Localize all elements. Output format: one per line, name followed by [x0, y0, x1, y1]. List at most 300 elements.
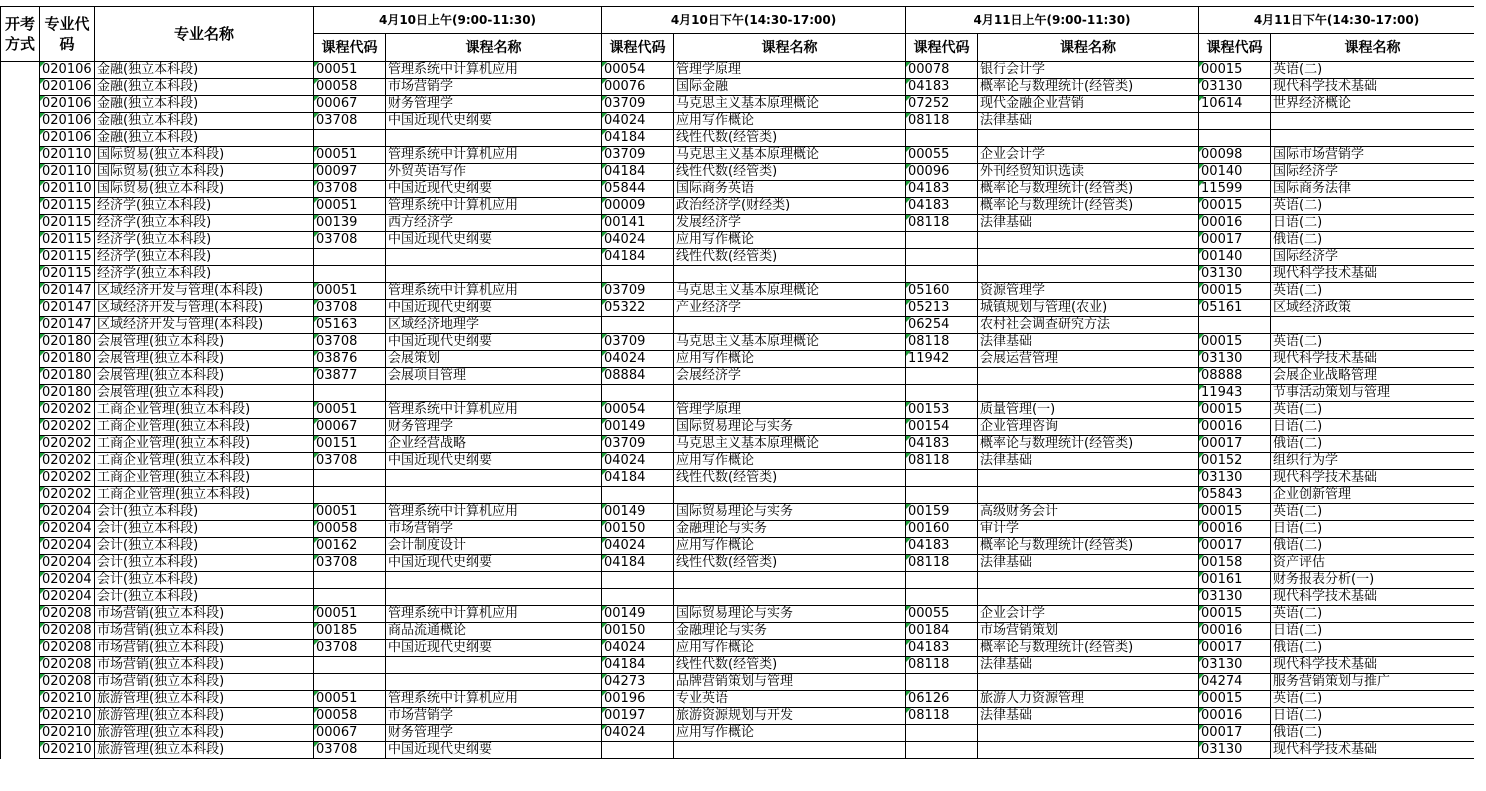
cell-mode[interactable] [1, 385, 40, 402]
cell-course-code-s2[interactable] [602, 487, 674, 504]
cell-major-name[interactable]: 会计(独立本科段) [95, 555, 314, 572]
cell-course-name-s1[interactable]: 管理系统中计算机应用 [386, 504, 602, 521]
cell-course-code-s4[interactable]: 00140 [1199, 249, 1271, 266]
cell-course-name-s1[interactable] [386, 249, 602, 266]
cell-major-code[interactable]: 020202 [40, 470, 95, 487]
cell-course-name-s3[interactable]: 农村社会调查研究方法 [978, 317, 1199, 334]
cell-course-code-s1[interactable]: 05163 [314, 317, 386, 334]
cell-course-name-s2[interactable]: 马克思主义基本原理概论 [674, 147, 906, 164]
cell-course-code-s3[interactable] [906, 130, 978, 147]
cell-course-code-s1[interactable]: 00051 [314, 691, 386, 708]
cell-course-code-s2[interactable]: 00196 [602, 691, 674, 708]
cell-course-name-s1[interactable]: 市场营销学 [386, 708, 602, 725]
cell-major-name[interactable]: 市场营销(独立本科段) [95, 640, 314, 657]
cell-major-code[interactable]: 020110 [40, 164, 95, 181]
cell-major-name[interactable]: 国际贸易(独立本科段) [95, 181, 314, 198]
cell-major-code[interactable]: 020210 [40, 742, 95, 759]
cell-major-name[interactable]: 旅游管理(独立本科段) [95, 708, 314, 725]
cell-course-name-s4[interactable] [1271, 130, 1475, 147]
cell-major-name[interactable]: 旅游管理(独立本科段) [95, 691, 314, 708]
cell-major-code[interactable]: 020180 [40, 368, 95, 385]
cell-course-name-s4[interactable]: 国际市场营销学 [1271, 147, 1475, 164]
cell-major-code[interactable]: 020180 [40, 385, 95, 402]
cell-course-code-s2[interactable]: 04184 [602, 470, 674, 487]
cell-course-code-s2[interactable] [602, 742, 674, 759]
cell-course-code-s3[interactable] [906, 589, 978, 606]
cell-course-code-s2[interactable]: 00076 [602, 79, 674, 96]
cell-course-name-s3[interactable]: 质量管理(一) [978, 402, 1199, 419]
cell-course-name-s2[interactable]: 线性代数(经管类) [674, 249, 906, 266]
cell-major-name[interactable]: 旅游管理(独立本科段) [95, 742, 314, 759]
cell-major-name[interactable]: 经济学(独立本科段) [95, 215, 314, 232]
cell-course-code-s3[interactable]: 08118 [906, 113, 978, 130]
cell-course-name-s2[interactable]: 应用写作概论 [674, 640, 906, 657]
cell-mode[interactable] [1, 640, 40, 657]
cell-course-name-s1[interactable]: 管理系统中计算机应用 [386, 691, 602, 708]
header-course-code[interactable]: 课程代码 [314, 34, 386, 62]
cell-mode[interactable] [1, 487, 40, 504]
cell-course-code-s3[interactable]: 00055 [906, 147, 978, 164]
table-row[interactable] [1, 232, 1475, 249]
table-row[interactable] [1, 538, 1475, 555]
cell-course-name-s3[interactable]: 会展运营管理 [978, 351, 1199, 368]
cell-course-name-s1[interactable]: 管理系统中计算机应用 [386, 62, 602, 79]
cell-course-code-s2[interactable] [602, 572, 674, 589]
header-course-name[interactable]: 课程名称 [386, 34, 602, 62]
cell-course-name-s2[interactable]: 旅游资源规划与开发 [674, 708, 906, 725]
cell-course-code-s3[interactable]: 08118 [906, 708, 978, 725]
cell-course-name-s1[interactable]: 中国近现代史纲要 [386, 113, 602, 130]
cell-course-code-s3[interactable] [906, 470, 978, 487]
cell-course-name-s1[interactable]: 外贸英语写作 [386, 164, 602, 181]
cell-course-name-s4[interactable]: 会展企业战略管理 [1271, 368, 1475, 385]
cell-major-name[interactable]: 经济学(独立本科段) [95, 249, 314, 266]
cell-course-name-s1[interactable]: 中国近现代史纲要 [386, 555, 602, 572]
cell-course-code-s3[interactable]: 07252 [906, 96, 978, 113]
cell-course-name-s3[interactable]: 城镇规划与管理(农业) [978, 300, 1199, 317]
cell-course-code-s2[interactable] [602, 317, 674, 334]
header-session-3[interactable]: 4月11日上午(9:00-11:30) [906, 7, 1199, 34]
cell-course-name-s2[interactable]: 线性代数(经管类) [674, 555, 906, 572]
cell-major-name[interactable]: 会展管理(独立本科段) [95, 334, 314, 351]
cell-course-name-s4[interactable]: 英语(二) [1271, 691, 1475, 708]
cell-course-code-s4[interactable]: 03130 [1199, 589, 1271, 606]
cell-course-name-s2[interactable]: 应用写作概论 [674, 538, 906, 555]
table-row[interactable] [1, 266, 1475, 283]
cell-mode[interactable] [1, 130, 40, 147]
cell-course-name-s1[interactable]: 管理系统中计算机应用 [386, 198, 602, 215]
cell-course-name-s1[interactable]: 西方经济学 [386, 215, 602, 232]
cell-major-name[interactable]: 工商企业管理(独立本科段) [95, 487, 314, 504]
cell-course-code-s1[interactable]: 00151 [314, 436, 386, 453]
cell-course-name-s3[interactable]: 资源管理学 [978, 283, 1199, 300]
header-course-code[interactable]: 课程代码 [1199, 34, 1271, 62]
cell-course-code-s1[interactable]: 00051 [314, 62, 386, 79]
cell-course-code-s2[interactable]: 04184 [602, 164, 674, 181]
cell-course-name-s3[interactable] [978, 572, 1199, 589]
cell-course-code-s3[interactable]: 11942 [906, 351, 978, 368]
cell-course-name-s2[interactable]: 金融理论与实务 [674, 623, 906, 640]
cell-course-code-s1[interactable]: 03708 [314, 640, 386, 657]
cell-major-code[interactable]: 020106 [40, 62, 95, 79]
header-course-name[interactable]: 课程名称 [674, 34, 906, 62]
cell-major-code[interactable]: 020115 [40, 249, 95, 266]
cell-mode[interactable] [1, 708, 40, 725]
cell-course-code-s4[interactable]: 00015 [1199, 691, 1271, 708]
cell-mode[interactable] [1, 232, 40, 249]
cell-course-name-s4[interactable]: 英语(二) [1271, 198, 1475, 215]
cell-course-code-s3[interactable] [906, 487, 978, 504]
cell-course-name-s4[interactable]: 企业创新管理 [1271, 487, 1475, 504]
cell-mode[interactable] [1, 453, 40, 470]
table-row[interactable] [1, 487, 1475, 504]
cell-course-code-s2[interactable] [602, 266, 674, 283]
cell-course-name-s2[interactable]: 发展经济学 [674, 215, 906, 232]
cell-course-name-s4[interactable]: 英语(二) [1271, 283, 1475, 300]
table-row[interactable] [1, 249, 1475, 266]
cell-course-code-s2[interactable]: 04184 [602, 249, 674, 266]
cell-course-code-s4[interactable]: 10614 [1199, 96, 1271, 113]
cell-major-code[interactable]: 020208 [40, 640, 95, 657]
cell-course-code-s4[interactable]: 05161 [1199, 300, 1271, 317]
cell-course-name-s1[interactable]: 中国近现代史纲要 [386, 453, 602, 470]
cell-course-name-s3[interactable] [978, 725, 1199, 742]
cell-course-name-s3[interactable]: 概率论与数理统计(经管类) [978, 79, 1199, 96]
cell-course-name-s4[interactable]: 现代科学技术基础 [1271, 657, 1475, 674]
cell-major-code[interactable]: 020106 [40, 96, 95, 113]
cell-course-name-s1[interactable]: 企业经营战略 [386, 436, 602, 453]
cell-major-name[interactable]: 国际贸易(独立本科段) [95, 164, 314, 181]
cell-major-code[interactable]: 020147 [40, 300, 95, 317]
cell-course-name-s3[interactable]: 概率论与数理统计(经管类) [978, 640, 1199, 657]
cell-course-code-s4[interactable]: 03130 [1199, 657, 1271, 674]
cell-course-code-s1[interactable] [314, 487, 386, 504]
cell-course-name-s2[interactable]: 国际贸易理论与实务 [674, 419, 906, 436]
cell-course-code-s3[interactable]: 00159 [906, 504, 978, 521]
cell-major-name[interactable]: 经济学(独立本科段) [95, 198, 314, 215]
cell-course-name-s1[interactable] [386, 657, 602, 674]
cell-course-code-s1[interactable] [314, 385, 386, 402]
cell-course-code-s1[interactable]: 00051 [314, 283, 386, 300]
cell-course-code-s2[interactable]: 00054 [602, 402, 674, 419]
cell-course-name-s4[interactable]: 现代科学技术基础 [1271, 470, 1475, 487]
cell-course-name-s3[interactable]: 外刊经贸知识选读 [978, 164, 1199, 181]
cell-course-code-s3[interactable] [906, 249, 978, 266]
cell-course-code-s1[interactable]: 00097 [314, 164, 386, 181]
cell-course-name-s3[interactable]: 高级财务会计 [978, 504, 1199, 521]
cell-course-name-s3[interactable]: 法律基础 [978, 334, 1199, 351]
table-row[interactable] [1, 504, 1475, 521]
cell-course-code-s4[interactable]: 08888 [1199, 368, 1271, 385]
cell-major-code[interactable]: 020115 [40, 232, 95, 249]
cell-course-name-s4[interactable]: 英语(二) [1271, 606, 1475, 623]
cell-major-name[interactable]: 区域经济开发与管理(本科段) [95, 317, 314, 334]
cell-course-name-s2[interactable]: 专业英语 [674, 691, 906, 708]
cell-major-code[interactable]: 020204 [40, 555, 95, 572]
cell-course-code-s4[interactable] [1199, 130, 1271, 147]
cell-course-name-s2[interactable]: 线性代数(经管类) [674, 130, 906, 147]
cell-course-code-s1[interactable] [314, 572, 386, 589]
cell-course-name-s4[interactable] [1271, 113, 1475, 130]
cell-major-name[interactable]: 会计(独立本科段) [95, 521, 314, 538]
cell-course-code-s1[interactable]: 03708 [314, 181, 386, 198]
cell-mode[interactable] [1, 538, 40, 555]
cell-course-name-s2[interactable]: 国际金融 [674, 79, 906, 96]
table-row[interactable] [1, 181, 1475, 198]
cell-course-name-s3[interactable] [978, 249, 1199, 266]
cell-course-name-s1[interactable]: 商品流通概论 [386, 623, 602, 640]
cell-mode[interactable] [1, 504, 40, 521]
cell-course-name-s3[interactable] [978, 589, 1199, 606]
cell-course-code-s3[interactable]: 04183 [906, 181, 978, 198]
cell-major-name[interactable]: 金融(独立本科段) [95, 113, 314, 130]
table-row[interactable] [1, 317, 1475, 334]
cell-major-code[interactable]: 020115 [40, 215, 95, 232]
cell-course-code-s1[interactable]: 00162 [314, 538, 386, 555]
cell-mode[interactable] [1, 300, 40, 317]
cell-course-code-s2[interactable]: 08884 [602, 368, 674, 385]
table-row[interactable] [1, 113, 1475, 130]
cell-course-name-s2[interactable]: 马克思主义基本原理概论 [674, 96, 906, 113]
cell-course-code-s3[interactable]: 04183 [906, 198, 978, 215]
cell-mode[interactable] [1, 181, 40, 198]
cell-course-code-s2[interactable]: 03709 [602, 436, 674, 453]
cell-mode[interactable] [1, 164, 40, 181]
cell-mode[interactable] [1, 266, 40, 283]
table-row[interactable] [1, 96, 1475, 113]
cell-course-code-s2[interactable]: 03709 [602, 283, 674, 300]
cell-course-code-s1[interactable]: 03876 [314, 351, 386, 368]
cell-course-name-s2[interactable]: 线性代数(经管类) [674, 164, 906, 181]
cell-course-name-s3[interactable] [978, 742, 1199, 759]
cell-major-code[interactable]: 020208 [40, 606, 95, 623]
cell-course-code-s4[interactable]: 00158 [1199, 555, 1271, 572]
cell-course-name-s3[interactable] [978, 674, 1199, 691]
table-row[interactable] [1, 623, 1475, 640]
cell-course-name-s1[interactable]: 区域经济地理学 [386, 317, 602, 334]
cell-major-code[interactable]: 020110 [40, 181, 95, 198]
cell-major-code[interactable]: 020210 [40, 725, 95, 742]
cell-course-name-s2[interactable]: 管理学原理 [674, 402, 906, 419]
cell-course-name-s4[interactable]: 国际商务法律 [1271, 181, 1475, 198]
cell-course-name-s3[interactable] [978, 385, 1199, 402]
cell-course-name-s4[interactable]: 日语(二) [1271, 215, 1475, 232]
cell-course-code-s3[interactable]: 08118 [906, 334, 978, 351]
cell-major-name[interactable]: 会展管理(独立本科段) [95, 351, 314, 368]
cell-course-code-s2[interactable]: 04024 [602, 640, 674, 657]
cell-course-code-s4[interactable]: 00015 [1199, 606, 1271, 623]
cell-course-code-s2[interactable]: 03709 [602, 334, 674, 351]
cell-course-code-s1[interactable]: 00185 [314, 623, 386, 640]
cell-course-code-s1[interactable]: 00051 [314, 198, 386, 215]
header-session-1[interactable]: 4月10日上午(9:00-11:30) [314, 7, 602, 34]
cell-major-name[interactable]: 金融(独立本科段) [95, 130, 314, 147]
cell-course-code-s4[interactable]: 00017 [1199, 232, 1271, 249]
cell-course-name-s4[interactable]: 区域经济政策 [1271, 300, 1475, 317]
cell-course-code-s2[interactable]: 04024 [602, 538, 674, 555]
cell-course-code-s4[interactable]: 00016 [1199, 215, 1271, 232]
cell-mode[interactable] [1, 96, 40, 113]
cell-course-name-s4[interactable]: 日语(二) [1271, 708, 1475, 725]
cell-mode[interactable] [1, 351, 40, 368]
cell-major-code[interactable]: 020204 [40, 521, 95, 538]
cell-major-name[interactable]: 工商企业管理(独立本科段) [95, 419, 314, 436]
cell-course-name-s2[interactable]: 政治经济学(财经类) [674, 198, 906, 215]
cell-course-name-s4[interactable]: 英语(二) [1271, 62, 1475, 79]
cell-mode[interactable] [1, 215, 40, 232]
header-session-2[interactable]: 4月10日下午(14:30-17:00) [602, 7, 906, 34]
cell-course-name-s3[interactable]: 法律基础 [978, 453, 1199, 470]
cell-course-name-s3[interactable] [978, 470, 1199, 487]
cell-course-name-s1[interactable]: 会计制度设计 [386, 538, 602, 555]
cell-course-code-s3[interactable]: 08118 [906, 453, 978, 470]
cell-course-name-s3[interactable]: 法律基础 [978, 113, 1199, 130]
cell-major-name[interactable]: 国际贸易(独立本科段) [95, 147, 314, 164]
cell-course-code-s3[interactable]: 06254 [906, 317, 978, 334]
cell-course-code-s3[interactable] [906, 674, 978, 691]
cell-course-code-s1[interactable]: 00067 [314, 725, 386, 742]
cell-mode[interactable] [1, 691, 40, 708]
cell-major-name[interactable]: 金融(独立本科段) [95, 96, 314, 113]
cell-course-name-s2[interactable]: 马克思主义基本原理概论 [674, 283, 906, 300]
cell-course-code-s1[interactable]: 03877 [314, 368, 386, 385]
cell-course-name-s4[interactable]: 现代科学技术基础 [1271, 79, 1475, 96]
cell-course-code-s2[interactable]: 00149 [602, 606, 674, 623]
cell-course-code-s3[interactable]: 00055 [906, 606, 978, 623]
cell-mode[interactable] [1, 62, 40, 79]
cell-course-name-s2[interactable]: 线性代数(经管类) [674, 470, 906, 487]
cell-major-name[interactable]: 旅游管理(独立本科段) [95, 725, 314, 742]
cell-course-code-s3[interactable]: 04183 [906, 436, 978, 453]
cell-mode[interactable] [1, 249, 40, 266]
cell-course-name-s3[interactable]: 法律基础 [978, 555, 1199, 572]
cell-course-name-s4[interactable]: 英语(二) [1271, 334, 1475, 351]
cell-course-name-s2[interactable]: 应用写作概论 [674, 453, 906, 470]
table-row[interactable] [1, 470, 1475, 487]
cell-major-code[interactable]: 020204 [40, 589, 95, 606]
cell-major-name[interactable]: 区域经济开发与管理(本科段) [95, 283, 314, 300]
cell-mode[interactable] [1, 572, 40, 589]
cell-course-code-s1[interactable]: 00058 [314, 79, 386, 96]
table-row[interactable] [1, 79, 1475, 96]
cell-course-name-s4[interactable]: 日语(二) [1271, 521, 1475, 538]
cell-course-name-s2[interactable]: 应用写作概论 [674, 351, 906, 368]
cell-course-code-s1[interactable]: 00067 [314, 96, 386, 113]
cell-course-name-s4[interactable]: 财务报表分析(一) [1271, 572, 1475, 589]
cell-mode[interactable] [1, 368, 40, 385]
cell-course-code-s3[interactable] [906, 232, 978, 249]
cell-course-code-s1[interactable]: 03708 [314, 555, 386, 572]
cell-course-name-s1[interactable] [386, 130, 602, 147]
cell-course-code-s1[interactable]: 03708 [314, 453, 386, 470]
cell-course-name-s3[interactable]: 企业会计学 [978, 147, 1199, 164]
cell-course-name-s3[interactable] [978, 232, 1199, 249]
cell-course-name-s4[interactable]: 国际经济学 [1271, 164, 1475, 181]
table-row[interactable] [1, 606, 1475, 623]
cell-course-code-s4[interactable]: 00016 [1199, 521, 1271, 538]
cell-course-name-s1[interactable]: 中国近现代史纲要 [386, 640, 602, 657]
cell-major-code[interactable]: 020210 [40, 708, 95, 725]
cell-course-code-s4[interactable]: 03130 [1199, 351, 1271, 368]
cell-major-code[interactable]: 020202 [40, 453, 95, 470]
cell-course-name-s1[interactable]: 管理系统中计算机应用 [386, 402, 602, 419]
header-mode[interactable]: 开考方式 [1, 7, 40, 62]
cell-major-name[interactable]: 工商企业管理(独立本科段) [95, 470, 314, 487]
cell-course-name-s2[interactable]: 应用写作概论 [674, 232, 906, 249]
cell-course-name-s3[interactable]: 概率论与数理统计(经管类) [978, 198, 1199, 215]
cell-course-name-s3[interactable]: 旅游人力资源管理 [978, 691, 1199, 708]
cell-mode[interactable] [1, 521, 40, 538]
cell-course-name-s3[interactable] [978, 266, 1199, 283]
table-row[interactable] [1, 436, 1475, 453]
cell-mode[interactable] [1, 147, 40, 164]
cell-course-code-s3[interactable] [906, 266, 978, 283]
cell-course-name-s2[interactable]: 会展经济学 [674, 368, 906, 385]
table-row[interactable] [1, 62, 1475, 79]
cell-course-code-s4[interactable]: 11943 [1199, 385, 1271, 402]
cell-course-name-s1[interactable] [386, 487, 602, 504]
cell-major-name[interactable]: 区域经济开发与管理(本科段) [95, 300, 314, 317]
header-course-code[interactable]: 课程代码 [602, 34, 674, 62]
cell-course-code-s2[interactable]: 00150 [602, 521, 674, 538]
cell-major-name[interactable]: 会计(独立本科段) [95, 504, 314, 521]
cell-course-name-s2[interactable]: 应用写作概论 [674, 113, 906, 130]
cell-mode[interactable] [1, 283, 40, 300]
table-row[interactable] [1, 589, 1475, 606]
cell-course-name-s4[interactable]: 现代科学技术基础 [1271, 266, 1475, 283]
cell-major-code[interactable]: 020147 [40, 283, 95, 300]
cell-course-code-s1[interactable]: 00051 [314, 402, 386, 419]
cell-course-code-s1[interactable]: 00051 [314, 504, 386, 521]
cell-course-name-s2[interactable]: 管理学原理 [674, 62, 906, 79]
cell-major-code[interactable]: 020202 [40, 487, 95, 504]
cell-course-name-s3[interactable]: 银行会计学 [978, 62, 1199, 79]
cell-major-name[interactable]: 会展管理(独立本科段) [95, 385, 314, 402]
cell-course-code-s3[interactable]: 06126 [906, 691, 978, 708]
cell-course-code-s1[interactable] [314, 249, 386, 266]
cell-course-name-s1[interactable]: 会展项目管理 [386, 368, 602, 385]
cell-course-code-s1[interactable]: 00051 [314, 147, 386, 164]
cell-course-code-s4[interactable] [1199, 317, 1271, 334]
cell-major-name[interactable]: 会计(独立本科段) [95, 538, 314, 555]
cell-course-code-s4[interactable]: 00015 [1199, 62, 1271, 79]
cell-mode[interactable] [1, 470, 40, 487]
cell-major-name[interactable]: 市场营销(独立本科段) [95, 657, 314, 674]
cell-course-code-s4[interactable]: 00016 [1199, 419, 1271, 436]
table-row[interactable] [1, 130, 1475, 147]
cell-course-code-s1[interactable]: 03708 [314, 334, 386, 351]
header-major-code[interactable]: 专业代码 [40, 7, 95, 62]
cell-course-name-s1[interactable]: 财务管理学 [386, 419, 602, 436]
cell-major-code[interactable]: 020210 [40, 691, 95, 708]
table-row[interactable] [1, 351, 1475, 368]
cell-course-name-s4[interactable]: 节事活动策划与管理 [1271, 385, 1475, 402]
cell-major-code[interactable]: 020115 [40, 198, 95, 215]
header-course-code[interactable]: 课程代码 [906, 34, 978, 62]
cell-course-name-s1[interactable]: 中国近现代史纲要 [386, 232, 602, 249]
cell-course-code-s3[interactable]: 00153 [906, 402, 978, 419]
cell-course-name-s2[interactable] [674, 385, 906, 402]
table-row[interactable] [1, 521, 1475, 538]
cell-course-code-s1[interactable] [314, 130, 386, 147]
cell-major-name[interactable]: 市场营销(独立本科段) [95, 674, 314, 691]
cell-mode[interactable] [1, 674, 40, 691]
cell-course-code-s2[interactable] [602, 589, 674, 606]
cell-course-name-s3[interactable]: 法律基础 [978, 657, 1199, 674]
cell-course-code-s3[interactable] [906, 572, 978, 589]
cell-course-name-s2[interactable]: 应用写作概论 [674, 725, 906, 742]
cell-course-code-s3[interactable]: 00154 [906, 419, 978, 436]
